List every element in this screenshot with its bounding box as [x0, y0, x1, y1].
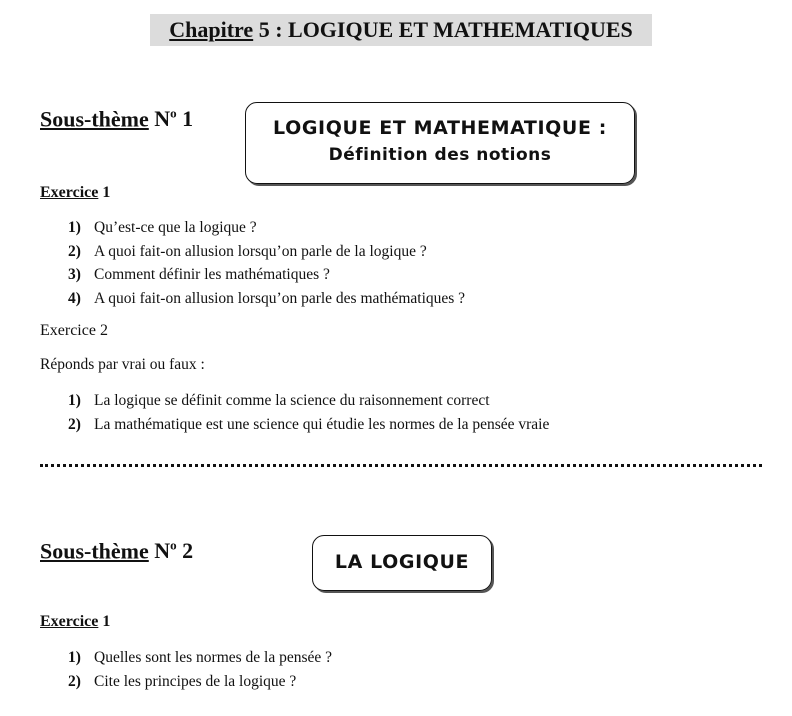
list-item: 2) A quoi fait-on allusion lorsqu’on parle de la logique ?	[68, 242, 427, 260]
sous-theme-1-heading	[40, 106, 193, 132]
list-item: 1) Quelles sont les normes de la pensée ?	[68, 649, 333, 666]
dotted-separator	[40, 464, 762, 467]
section-2-exercise-1-questions	[68, 646, 332, 693]
chapter-title-rest: 5 : LOGIQUE ET MATHEMATIQUES	[253, 17, 633, 42]
sous-theme-number: $N^o$ 1	[154, 106, 194, 132]
list-item: 1) La logique se définit comme la science du raisonnement correct	[68, 392, 490, 409]
sous-theme-2-heading	[40, 538, 193, 564]
chapter-title-prefix: Chapitre	[169, 17, 254, 42]
topic-box-1-title: LOGIQUE ET MATHEMATIQUE :	[273, 117, 607, 139]
exercise-1-questions	[68, 216, 465, 310]
list-item: 3) Comment définir les mathématiques ?	[68, 266, 330, 283]
exercise-2-statements	[68, 389, 549, 436]
list-item: 1) Qu’est-ce que la logique ?	[68, 219, 257, 236]
list-item: 2) Cite les principes de la logique ?	[68, 672, 297, 690]
list-item: 4) A quoi fait-on allusion lorsqu’on parle des mathématiques ?	[68, 289, 466, 307]
topic-box-1	[245, 102, 635, 184]
sous-theme-label: Sous-thème	[40, 538, 149, 564]
exercise-1-heading-section-2: Exercice 1	[40, 613, 111, 630]
topic-box-2	[312, 535, 492, 591]
exercise-2-heading: Exercice 2	[40, 322, 108, 339]
topic-box-1-subtitle: Définition des notions	[328, 145, 552, 165]
topic-box-2-title: LA LOGIQUE	[334, 551, 470, 573]
sous-theme-number: $N^o$ 2	[154, 538, 194, 564]
exercise-1-heading: Exercice 1	[40, 184, 111, 201]
chapter-title	[150, 14, 652, 46]
sous-theme-label: Sous-thème	[40, 106, 149, 132]
list-item: 2) La mathématique est une science qui étudie les normes de la pensée vraie	[68, 415, 550, 433]
exercise-2-instruction: Réponds par vrai ou faux :	[40, 356, 205, 373]
